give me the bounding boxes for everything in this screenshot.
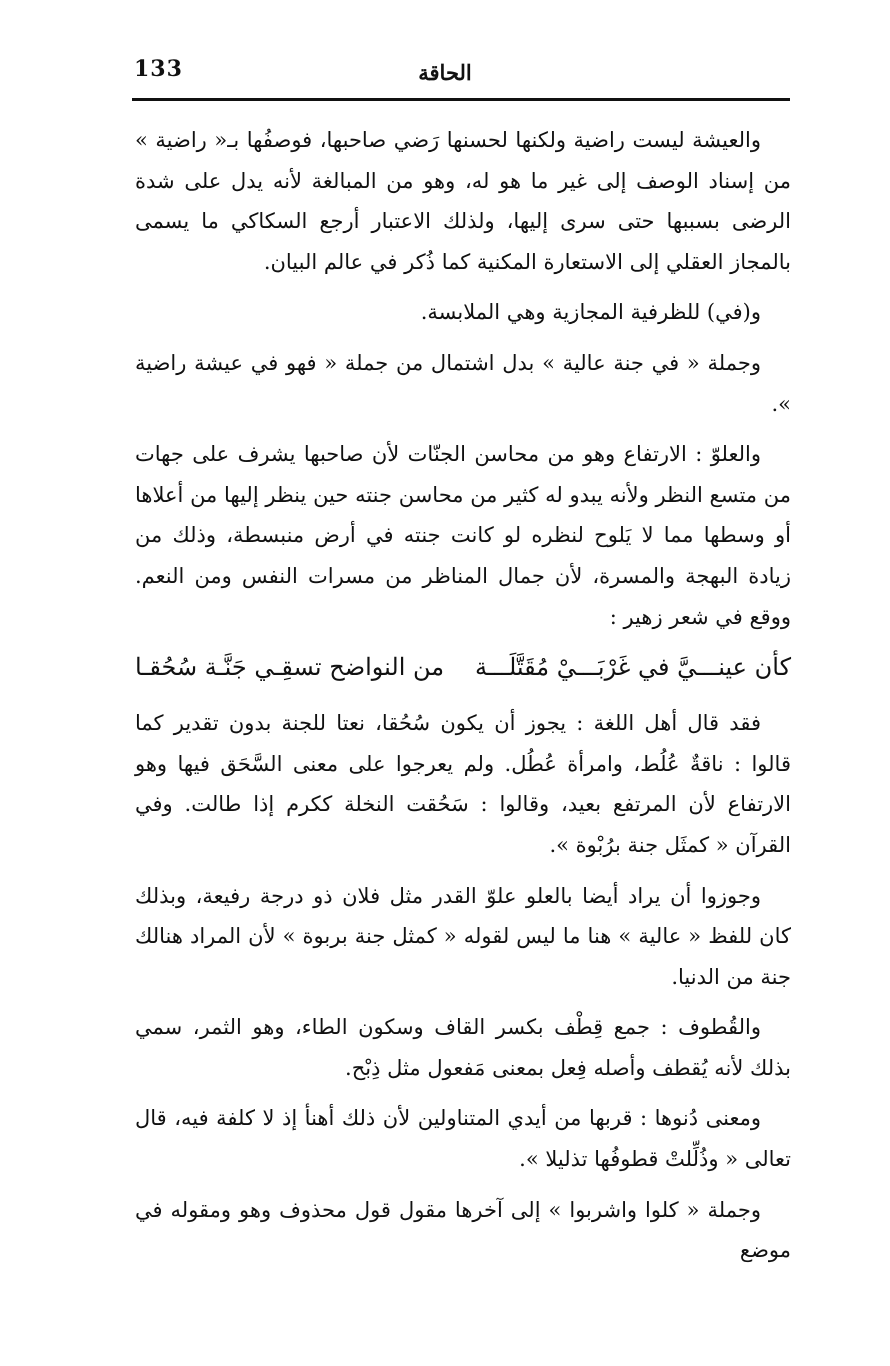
paragraph: فقد قال أهل اللغة : يجوز أن يكون سُحُقا، نعتا للجنة بدون تقدير كما قالوا : ناقةٌ عُلُط، وامرأة عُطُل. ولم يعرجوا على معنى السَّحَق فيها وهو الارتفاع لأن المرتفع بعيد، وقالوا : سَحُقت النخلة ككرم إذا طالت. وفي القرآن « كمثَل جنة برُبْوة ».	[135, 711, 791, 857]
header-rule	[132, 98, 790, 101]
paragraph: و(في) للظرفية المجازية وهي الملابسة.	[420, 300, 761, 325]
paragraph: والعلوّ : الارتفاع وهو من محاسن الجنّات لأن صاحبها يشرف على جهات من متسع النظر ولأنه يبدو له كثير من محاسن جنته حين ينظر إليها من أعلاها أو وسطها مما لا يَلوح لنظره لو كانت جنته في أرض منبسطة، وذلك من زيادة البهجة والمسرة، لأن جمال المناظر من مسرات النفس ومن النعم. ووقع في شعر زهير :	[135, 442, 792, 629]
verse-second-hemistich: من النواضح تسقِـي جَنَّـة سُحُقـا	[135, 653, 445, 682]
paragraph: والعيشة ليست راضية ولكنها لحسنها رَضي صاحبها، فوصفُها بـ« راضية » من إسناد الوصف إلى غير ما هو له، وهو من المبالغة لأنه يدل على شدة الرضى بسببها حتى سرى إليها، ولذلك الاعتبار أرجع السكاكي ما يسمى بالمجاز العقلي إلى الاستعارة المكنية كما ذُكر في عالم البيان.	[135, 128, 791, 274]
paragraph: وجملة « كلوا واشربوا » إلى آخرها مقول قول محذوف وهو ومقوله في موضع	[135, 1197, 791, 1263]
paragraph: والقُطوف : جمع قِطْف بكسر القاف وسكون الطاء، وهو الثمر، سمي بذلك لأنه يُقطف وأصله فِعل بمعنى مَفعول مثل ذِبْح.	[135, 1015, 791, 1080]
paragraph: وجوزوا أن يراد أيضا بالعلو علوّ القدر مثل فلان ذو درجة رفيعة، وبذلك كان للفظ « عالية » هنا ما ليس لقوله « كمثل جنة بربوة » لأن المراد هنالك جنة من الدنيا.	[135, 883, 791, 989]
page-number: 133	[134, 56, 183, 82]
paragraph: ومعنى دُنوها : قربها من أيدي المتناولين لأن ذلك أهنأ إذ لا كلفة فيه، قال تعالى « وذُلِّلتْ قطوفُها تذليلا ».	[135, 1106, 791, 1172]
running-title: الحاقة	[418, 60, 472, 85]
poetry-verse	[135, 647, 791, 687]
paragraph: وجملة « في جنة عالية » بدل اشتمال من جملة « فهو في عيشة راضية ».	[135, 350, 791, 416]
verse-first-hemistich: كأن عينـــيَّ في غَرْبَـــيْ مُقَتَّلَـــة	[475, 653, 791, 682]
body-text	[135, 120, 791, 1281]
